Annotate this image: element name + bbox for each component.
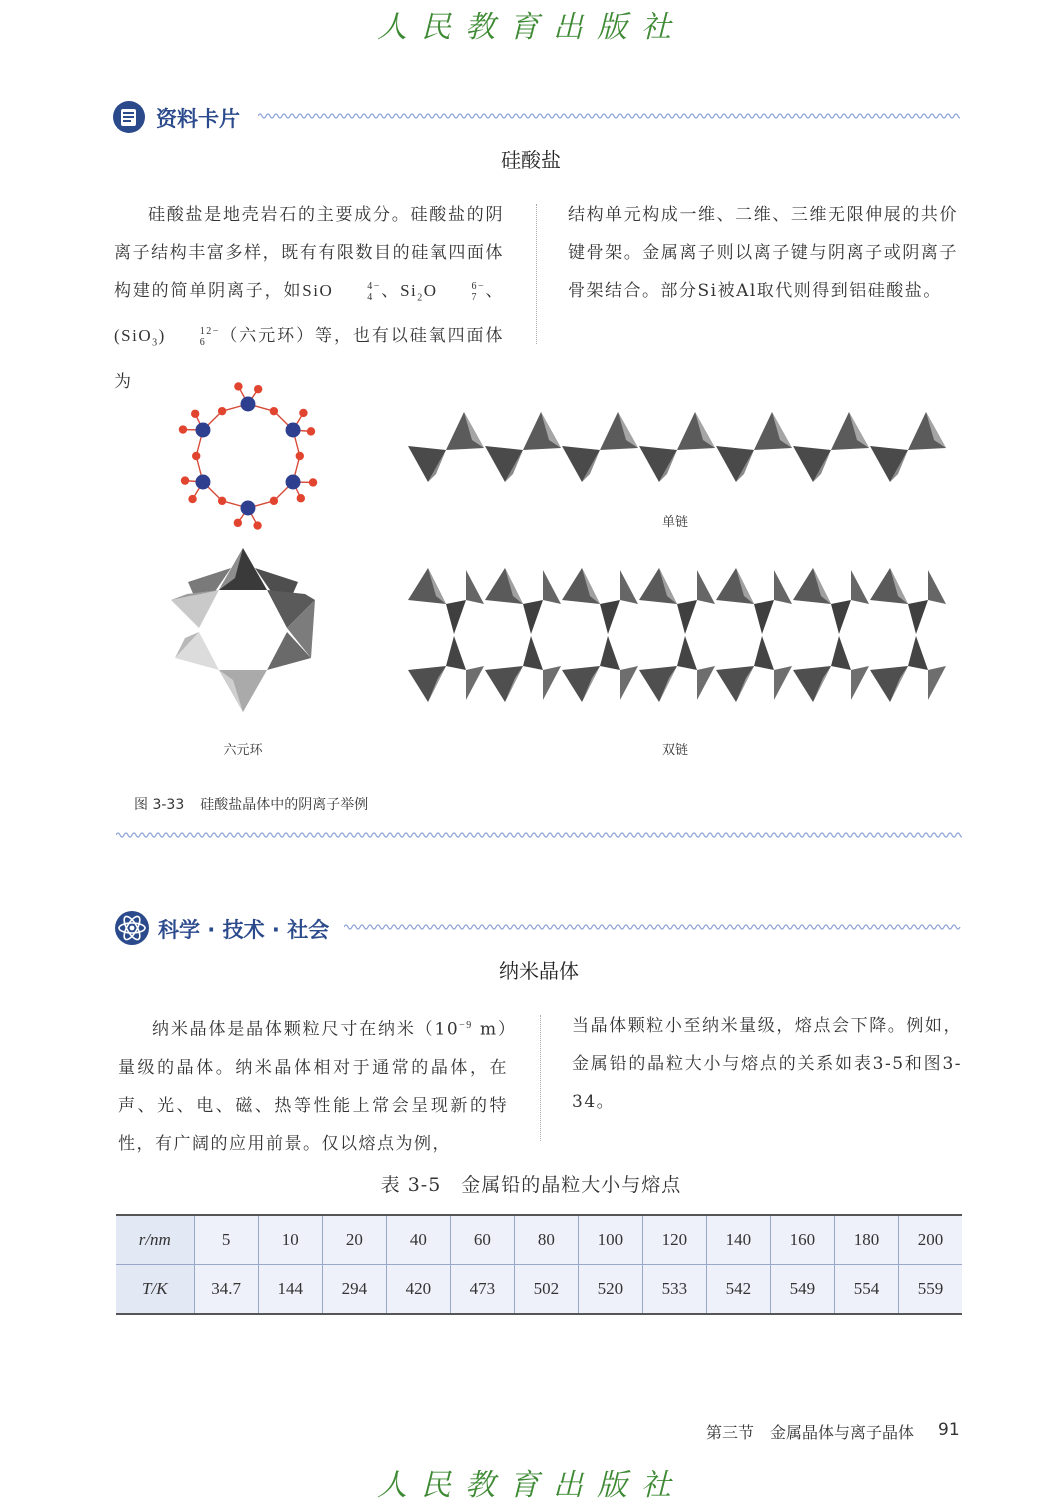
sts-label: 科学 · 技术 · 社会 <box>158 918 330 942</box>
table-title: 表 3-5 金属铅的晶粒大小与熔点 <box>380 1174 682 1196</box>
figure-caption <box>134 794 368 814</box>
six-ring-label: 六元环 <box>223 743 263 758</box>
table-cell: 554 <box>834 1265 898 1315</box>
table-cell: 200 <box>898 1215 962 1265</box>
table-cell: 559 <box>898 1265 962 1315</box>
wave-divider <box>258 111 960 121</box>
table-cell: 473 <box>450 1265 514 1315</box>
sts-left-text-b: m）量级的晶体。纳米晶体相对于通常的晶体，在声、光、电、磁、热等性能上常会呈现新的特性，有广阔的应用前景。仅以熔点为例， <box>118 1019 508 1154</box>
table-cell: 10 <box>258 1215 322 1265</box>
formula-sio4: SiO 4− 4 <box>302 281 381 304</box>
formula-sio3-6: (SiO$_3$) 12− 6 <box>114 326 220 349</box>
table-cell: 20 <box>322 1215 386 1265</box>
table-cell: 100 <box>578 1215 642 1265</box>
sts-right-column <box>572 1007 962 1121</box>
data-card-icon <box>112 100 146 134</box>
six-ring-tetrahedra-figure <box>168 548 318 712</box>
table-cell: 502 <box>514 1265 578 1315</box>
formula-si2o7: $Si_2O$ 6− 7 <box>400 281 486 304</box>
table-cell: 542 <box>706 1265 770 1315</box>
table-cell: 144 <box>258 1265 322 1315</box>
table-cell: 180 <box>834 1215 898 1265</box>
card-right-column <box>568 196 958 310</box>
wave-divider-bottom <box>116 830 962 840</box>
table-cell: 60 <box>450 1215 514 1265</box>
footer-section: 第三节 金属晶体与离子晶体 <box>706 1423 915 1442</box>
publisher-header: 人民教育出版社 <box>377 10 685 45</box>
table-cell: 5 <box>194 1215 258 1265</box>
page-number: 91 <box>938 1420 960 1440</box>
ball-stick-six-ring <box>170 368 330 538</box>
figure-number: 图 3-33 <box>134 797 185 813</box>
sts-exponent: −9 <box>459 1020 473 1031</box>
table-row-radius <box>116 1215 962 1265</box>
data-card-label: 资料卡片 <box>156 107 240 131</box>
figure-caption-text: 硅酸盐晶体中的阴离子举例 <box>200 797 369 813</box>
atom-icon <box>114 910 150 946</box>
card-text-before: 硅酸盐是地壳岩石的主要成分。硅酸盐的阴离子结构丰富多样，既有有限数目的硅氧四面体构建的简单阴离子，如 <box>114 205 504 301</box>
table-cell: 120 <box>642 1215 706 1265</box>
double-chain-figure <box>404 566 950 706</box>
sts-column-divider <box>540 1015 541 1141</box>
card-text-after: （六元环）等，也有以硅氧四面体为 <box>114 326 504 392</box>
card-title: 硅酸盐 <box>501 148 561 172</box>
wave-divider-sts <box>344 922 962 932</box>
table-cell: 533 <box>642 1265 706 1315</box>
sts-left-column <box>118 1007 508 1163</box>
sts-left-text-a: 纳米晶体是晶体颗粒尺寸在纳米（10 <box>152 1019 460 1040</box>
table-cell: 420 <box>386 1265 450 1315</box>
table-cell: 520 <box>578 1265 642 1315</box>
table-cell: 294 <box>322 1265 386 1315</box>
table-cell: 140 <box>706 1215 770 1265</box>
table-cell: 40 <box>386 1215 450 1265</box>
single-chain-figure <box>404 404 950 490</box>
card-left-column: 硅酸盐是地壳岩石的主要成分。硅酸盐的阴离子结构丰富多样，既有有限数目的硅氧四面体构建的简单阴离子，如SiO 4− 4 、$Si_2O$ 6− 7 、(SiO$_3$) 12− 6 （六元环）等，也有以硅氧四面体为 <box>114 205 505 392</box>
sts-right-text: 当晶体颗粒小至纳米量级，熔点会下降。例如，金属铅的晶粒大小与熔点的关系如表3-5和图3-34。 <box>572 1016 962 1112</box>
publisher-footer: 人民教育出版社 <box>377 1468 685 1503</box>
table-row-temperature <box>116 1265 962 1315</box>
single-chain-label: 单链 <box>661 515 688 530</box>
lead-melting-table <box>116 1214 962 1315</box>
card-right-text: 结构单元构成一维、二维、三维无限伸展的共价键骨架。金属离子则以离子键与阴离子或阴离子骨架结合。部分Si被Al取代则得到铝硅酸盐。 <box>568 205 958 301</box>
table-cell: 549 <box>770 1265 834 1315</box>
table-cell: 34.7 <box>194 1265 258 1315</box>
row-header-radius: r/nm <box>116 1215 194 1265</box>
table-cell: 80 <box>514 1215 578 1265</box>
column-divider <box>536 204 537 344</box>
sts-title: 纳米晶体 <box>499 959 579 983</box>
row-header-temperature: T/K <box>116 1265 194 1315</box>
table-cell: 160 <box>770 1215 834 1265</box>
double-chain-label: 双链 <box>661 743 688 758</box>
